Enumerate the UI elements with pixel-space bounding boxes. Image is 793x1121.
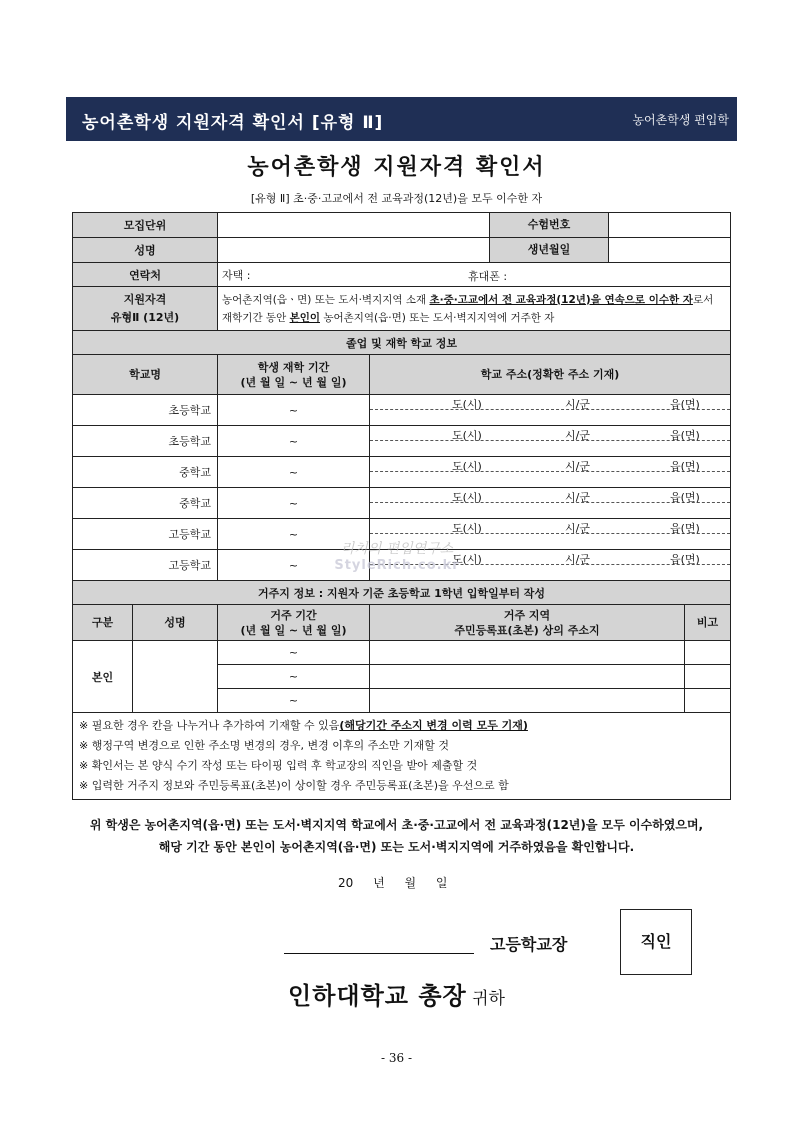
mobile-phone-label: 휴대폰 : xyxy=(468,270,508,283)
residence-section-title: 거주지 정보 : 지원자 기준 초등학교 1학년 입학일부터 작성 xyxy=(73,581,731,605)
note-4: ※ 입력한 거주지 정보와 주민등록표(초본)이 상이할 경우 주민등록표(초본)을 우선으로 함 xyxy=(79,779,509,792)
school-period-field[interactable]: ~ xyxy=(218,457,370,488)
principal-label: 고등학교장 xyxy=(490,935,568,954)
document-subtitle: [유형 Ⅱ] 초·중·고교에서 전 교육과정(12년)을 모두 이수한 자 xyxy=(250,192,543,205)
header-banner xyxy=(66,97,737,141)
page-number: - 36 - xyxy=(380,1051,412,1065)
note-3: ※ 확인서는 본 양식 수기 작성 또는 타이핑 입력 후 학교장의 직인을 받아 제출할 것 xyxy=(79,759,478,772)
note-2: ※ 행정구역 변경으로 인한 주소명 변경의 경우, 변경 이후의 주소만 기재할 것 xyxy=(79,739,449,752)
school-period-field[interactable]: ~ xyxy=(218,426,370,457)
table-row xyxy=(73,426,731,457)
name-field[interactable] xyxy=(218,238,490,263)
document-title: 농어촌학생 지원자격 확인서 xyxy=(247,155,546,180)
school-section-title: 졸업 및 재학 학교 정보 xyxy=(73,331,731,355)
school-address-field[interactable]: 도(시) 시/군 읍(면) xyxy=(370,426,731,457)
residence-period-header: 거주 기간 (년 월 일 ~ 년 월 일) xyxy=(218,605,370,641)
school-type-label: 초등학교 xyxy=(73,395,218,426)
school-type-label: 고등학교 xyxy=(73,519,218,550)
watermark: 리치의 편입연구소 StyleRich.co.kr xyxy=(334,541,460,573)
school-period-field[interactable]: ~ xyxy=(218,519,370,550)
note-1: ※ 필요한 경우 칸을 나누거나 추가하여 기재할 수 있음(해당기간 주소지 변경 이력 모두 기재) xyxy=(79,719,528,732)
residence-type-header: 구분 xyxy=(73,605,133,641)
residence-note-field[interactable] xyxy=(685,689,731,713)
residence-address-field[interactable] xyxy=(370,689,685,713)
application-form-table xyxy=(72,212,731,800)
residence-address-field[interactable] xyxy=(370,641,685,665)
birthdate-field[interactable] xyxy=(609,238,730,262)
school-address-header: 학교 주소(정확한 주소 기재) xyxy=(370,355,731,395)
residence-note-field[interactable] xyxy=(685,641,731,665)
table-row xyxy=(73,395,731,426)
table-row xyxy=(73,641,731,665)
school-period-field[interactable]: ~ xyxy=(218,488,370,519)
school-type-label: 고등학교 xyxy=(73,550,218,581)
residence-name-field[interactable] xyxy=(133,641,218,713)
residence-period-field[interactable]: ~ xyxy=(218,665,370,689)
name-label: 성명 xyxy=(73,238,218,263)
official-seal-box: 직인 xyxy=(620,909,692,975)
signature-line[interactable] xyxy=(284,953,474,954)
banner-title: 농어촌학생 지원자격 확인서 [유형 Ⅱ] xyxy=(82,113,384,133)
school-address-field[interactable]: 도(시) 시/군 읍(면) xyxy=(370,550,731,581)
addressee: 인하대학교 총장 귀하 xyxy=(288,982,505,1010)
table-row xyxy=(73,457,731,488)
qualification-description: 농어촌지역(읍ㆍ면) 또는 도서·벽지지역 소재 초·중·고교에서 전 교육과정(12년)을 연속으로 이수한 자로서 재학기간 동안 본인이 농어촌지역(읍·면) 또는 도서·벽지지역에 거주한 자 xyxy=(218,287,731,331)
exam-number-field[interactable] xyxy=(609,213,730,237)
birthdate-label: 생년월일 xyxy=(490,238,609,262)
school-type-label: 중학교 xyxy=(73,457,218,488)
contact-field[interactable] xyxy=(218,263,731,287)
residence-note-header: 비고 xyxy=(685,605,731,641)
residence-address-field[interactable] xyxy=(370,665,685,689)
contact-label: 연락처 xyxy=(73,263,218,287)
school-name-header: 학교명 xyxy=(73,355,218,395)
notes-box xyxy=(73,713,731,800)
school-address-field[interactable]: 도(시) 시/군 읍(면) xyxy=(370,519,731,550)
table-row xyxy=(73,488,731,519)
school-period-field[interactable]: ~ xyxy=(218,550,370,581)
unit-label: 모집단위 xyxy=(73,213,218,238)
residence-period-field[interactable]: ~ xyxy=(218,689,370,713)
school-type-label: 초등학교 xyxy=(73,426,218,457)
qualification-label: 지원자격 유형Ⅱ (12년) xyxy=(73,287,218,331)
unit-field[interactable] xyxy=(218,213,490,238)
residence-name-header: 성명 xyxy=(133,605,218,641)
school-address-field[interactable]: 도(시) 시/군 읍(면) xyxy=(370,488,731,519)
school-type-label: 중학교 xyxy=(73,488,218,519)
self-label: 본인 xyxy=(73,641,133,713)
residence-area-header: 거주 지역 주민등록표(초본) 상의 주소지 xyxy=(370,605,685,641)
date-line: 20 년 월 일 xyxy=(338,876,448,890)
residence-note-field[interactable] xyxy=(685,665,731,689)
school-period-field[interactable]: ~ xyxy=(218,395,370,426)
exam-number-label: 수험번호 xyxy=(490,213,609,237)
school-address-field[interactable]: 도(시) 시/군 읍(면) xyxy=(370,395,731,426)
home-phone-label: 자택 : xyxy=(222,268,251,282)
school-period-header: 학생 재학 기간 (년 월 일 ~ 년 월 일) xyxy=(218,355,370,395)
school-address-field[interactable]: 도(시) 시/군 읍(면) xyxy=(370,457,731,488)
declaration-text: 위 학생은 농어촌지역(읍·면) 또는 도서·벽지지역 학교에서 초·중·고교에서 전 교육과정(12년)을 모두 이수하였으며, 해당 기간 동안 본인이 농어촌지역(읍·면) 또는 도서·벽지지역에 거주하였음을 확인합니다. xyxy=(89,818,704,854)
banner-category: 농어촌학생 편입학 xyxy=(632,113,729,127)
residence-period-field[interactable]: ~ xyxy=(218,641,370,665)
